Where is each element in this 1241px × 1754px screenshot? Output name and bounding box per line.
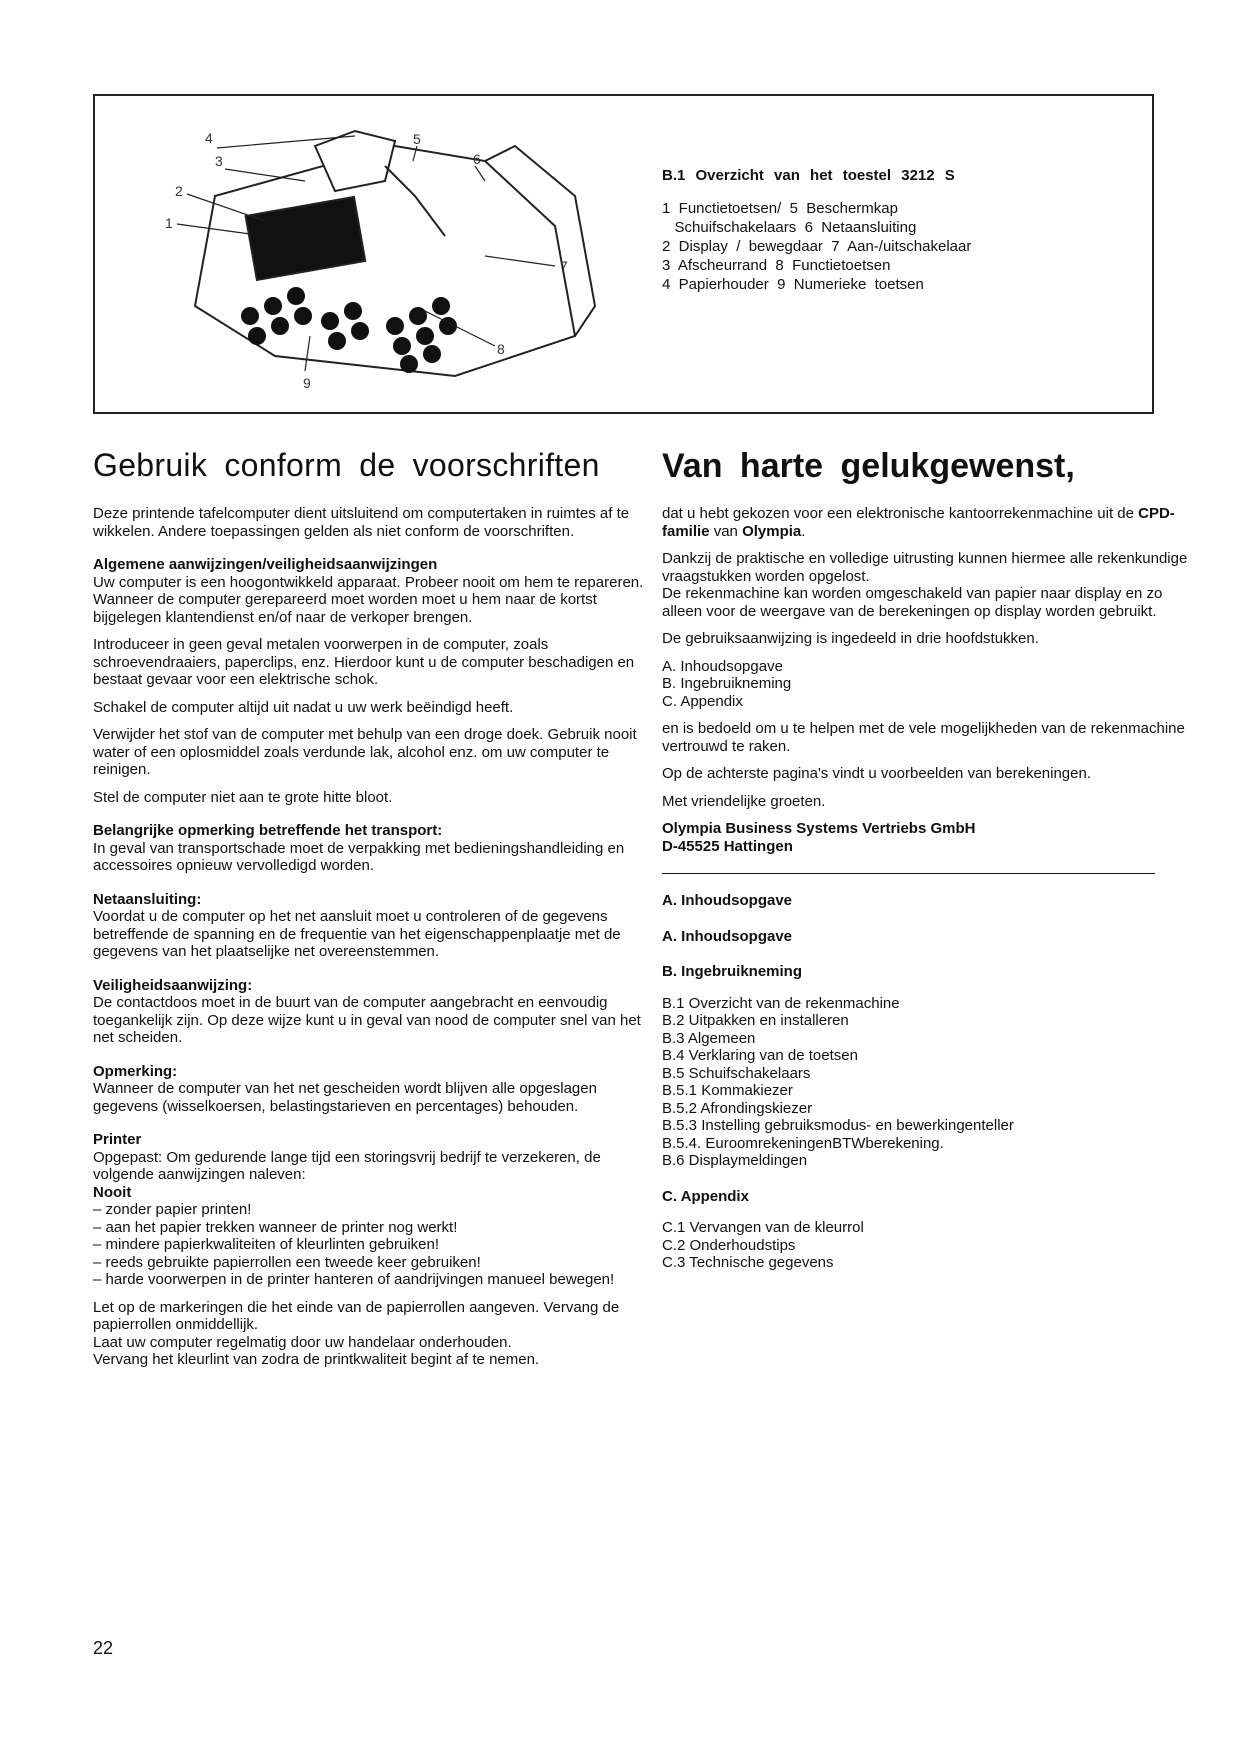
figure-caption-line: 2 Display / bewegdaar 7 Aan-/uitschakelaar [662,238,972,255]
toc-item: B.6 Displaymeldingen [662,1152,808,1169]
net-text: Voordat u de computer op het net aansluit moet u controleren of de gegevens betreffende de spanning en de frequentie van het eigenschappenplaatje met de gegevens van het plaatselijke net overeenstemmen. [93,908,621,960]
calculator-illustration [155,106,635,406]
toc-item: B.5.1 Kommakiezer [662,1082,793,1099]
toc-c-list [662,1219,1202,1272]
safety-paragraph: Stel de computer niet aan te grote hitte bloot. [93,788,393,806]
welcome-text-part: . [801,522,806,540]
toc-item: B.5.3 Instelling gebruiksmodus- en bewerkingenteller [662,1117,1014,1134]
greeting: Met vriendelijke groeten. [662,792,826,810]
list-item: – zonder papier printen! [93,1201,252,1218]
nooit-heading: Nooit [93,1183,132,1201]
section-heading-welcome: Van harte gelukgewenst, [662,447,1075,485]
figure-caption [662,166,1132,294]
toc-section-a: A. Inhoudsopgave [662,927,793,945]
safety-paragraph: Schakel de computer altijd uit nadat u uw werk beëindigd heeft. [93,698,514,716]
page-number: 22 [93,1638,114,1658]
printer-heading: Printer [93,1131,142,1148]
signature-company: Olympia Business Systems Vertriebs GmbH [662,820,976,837]
section-heading-usage: Gebruik conform de voorschriften [93,447,600,483]
net-heading: Netaansluiting: [93,890,202,908]
toc-item: C.1 Vervangen van de kleurrol [662,1219,864,1236]
product-family-name: CPD-familie [662,505,1175,540]
callout-7: 7 [560,258,568,274]
callout-9: 9 [303,375,311,391]
safety-paragraph: Verwijder het stof van de computer met behulp van een droge doek. Gebruik nooit water of een oplosmiddel zoals verdunde lak, alcohol enz. om uw computer te reinigen. [93,726,637,778]
closing-text: Laat uw computer regelmatig door uw handelaar onderhouden. [93,1333,512,1351]
welcome-paragraph: De gebruiksaanwijzing is ingedeeld in drie hoofdstukken. [662,630,1039,647]
welcome-text [662,505,1202,540]
left-column [93,445,658,1369]
callout-6: 6 [473,151,481,167]
list-item: – aan het papier trekken wanneer de printer nog werkt! [93,1218,458,1236]
transport-text: In geval van transportschade moet de verpakking met bedieningshandleiding en accessoires opnieuw vervolledigd worden. [93,839,625,874]
welcome-text-part: van [709,522,743,540]
welcome-paragraph: Dankzij de praktische en volledige uitrusting kunnen hiermee alle rekenkundige vraagstukken worden opgelost. [662,550,1188,585]
printer-text: Opgepast: Om gedurende lange tijd een storingsvrij bedrijf te verzekeren, de volgende aanwijzingen naleven: [93,1148,601,1183]
toc-item: C.3 Technische gegevens [662,1254,834,1271]
toc-item: B.5.4. EuroomrekeningenBTWberekening. [662,1134,944,1152]
figure-caption-line: 3 Afscheurrand 8 Functietoetsen [662,257,891,274]
chapter-item: A. Inhoudsopgave [662,657,783,675]
figure-caption-line: 1 Functietoetsen/ 5 Beschermkap [662,200,898,217]
toc-item: B.1 Overzicht van de rekenmachine [662,994,900,1012]
welcome-text-part: dat u hebt gekozen voor een elektronische kantoorrekenmachine uit de [662,505,1139,522]
callout-2: 2 [175,183,183,199]
welcome-paragraph: De rekenmachine kan worden omgeschakeld van papier naar display en zo alleen voor de weergave van de berekeningen op display worden gebruikt. [662,585,1163,620]
callout-3: 3 [215,153,223,169]
toc-item: B.5 Schuifschakelaars [662,1064,811,1082]
chapter-item: B. Ingebruikneming [662,675,792,692]
toc-item: B.5.2 Afrondingskiezer [662,1099,813,1117]
list-item: – harde voorwerpen in de printer hanteren of aandrijvingen manueel bewegen! [93,1271,615,1288]
toc-heading: A. Inhoudsopgave [662,892,793,909]
list-item: – reeds gebruikte papierrollen een tweede keer gebruiken! [93,1253,481,1271]
callout-8: 8 [497,341,505,357]
figure-box [93,94,1154,414]
closing-text: Vervang het kleurlint van zodra de printkwaliteit begint af te nemen. [93,1351,540,1368]
divider [662,873,1155,874]
figure-caption-line: 4 Papierhouder 9 Numerieke toetsen [662,276,924,293]
safety-heading: Algemene aanwijzingen/veiligheidsaanwijzingen [93,556,438,573]
signature-address: D-45525 Hattingen [662,837,793,855]
callout-4: 4 [205,130,213,146]
closing-text: Let op de markeringen die het einde van de papierrollen aangeven. Vervang de papierrollen onmiddellijk. [93,1298,620,1333]
veiligheid-heading: Veiligheidsaanwijzing: [93,976,253,994]
chapter-list [662,658,1202,711]
toc-b-list [662,995,1202,1170]
veiligheid-text: De contactdoos moet in de buurt van de computer aangebracht en eenvoudig toegankelijk zijn. Op deze wijze kunt u in geval van nood de computer snel van het net scheiden. [93,994,641,1046]
figure-caption-line: Schuifschakelaars 6 Netaansluiting [662,219,917,236]
figure-caption-title: B.1 Overzicht van het toestel 3212 S [662,167,955,184]
toc-item: B.3 Algemeen [662,1029,756,1047]
transport-heading: Belangrijke opmerking betreffende het transport: [93,822,443,839]
safety-paragraph: Uw computer is een hoogontwikkeld apparaat. Probeer nooit om hem te repareren. Wanneer de computer gerepareerd moet worden moet u hem naar de kortst bijgelegen klantendienst en/of naar de verkoper brengen. [93,573,644,626]
list-item: – mindere papierkwaliteiten of kleurlinten gebruiken! [93,1236,440,1253]
safety-paragraph: Introduceer in geen geval metalen voorwerpen in de computer, zoals schroevendraaiers, paperclips, enz. Hierdoor kunt u de computer beschadigen en bestaat gevaar voor een elektrische schok. [93,636,635,688]
welcome-paragraph: en is bedoeld om u te helpen met de vele mogelijkheden van de rekenmachine vertrouwd te raken. [662,720,1185,755]
toc-item: B.4 Verklaring van de toetsen [662,1047,858,1064]
toc-item: C.2 Onderhoudstips [662,1236,796,1254]
welcome-paragraph: Op de achterste pagina's vindt u voorbeelden van berekeningen. [662,765,1091,782]
toc-section-c: C. Appendix [662,1187,749,1205]
toc-section-b: B. Ingebruikneming [662,963,803,980]
toc-item: B.2 Uitpakken en installeren [662,1012,849,1029]
right-column [662,445,1202,1272]
opmerking-text: Wanneer de computer van het net gescheiden wordt blijven alle opgeslagen gegevens (wisselkoersen, belastingstarieven en percentages) behouden. [93,1080,597,1115]
callout-5: 5 [413,131,421,147]
chapter-item: C. Appendix [662,692,743,710]
callout-1: 1 [165,215,173,231]
opmerking-heading: Opmerking: [93,1062,178,1080]
intro-text: Deze printende tafelcomputer dient uitsluitend om computertaken in ruimtes af te wikkelen. Andere toepassingen gelden als niet conform de voorschriften. [93,505,630,540]
brand-name: Olympia [742,522,802,540]
